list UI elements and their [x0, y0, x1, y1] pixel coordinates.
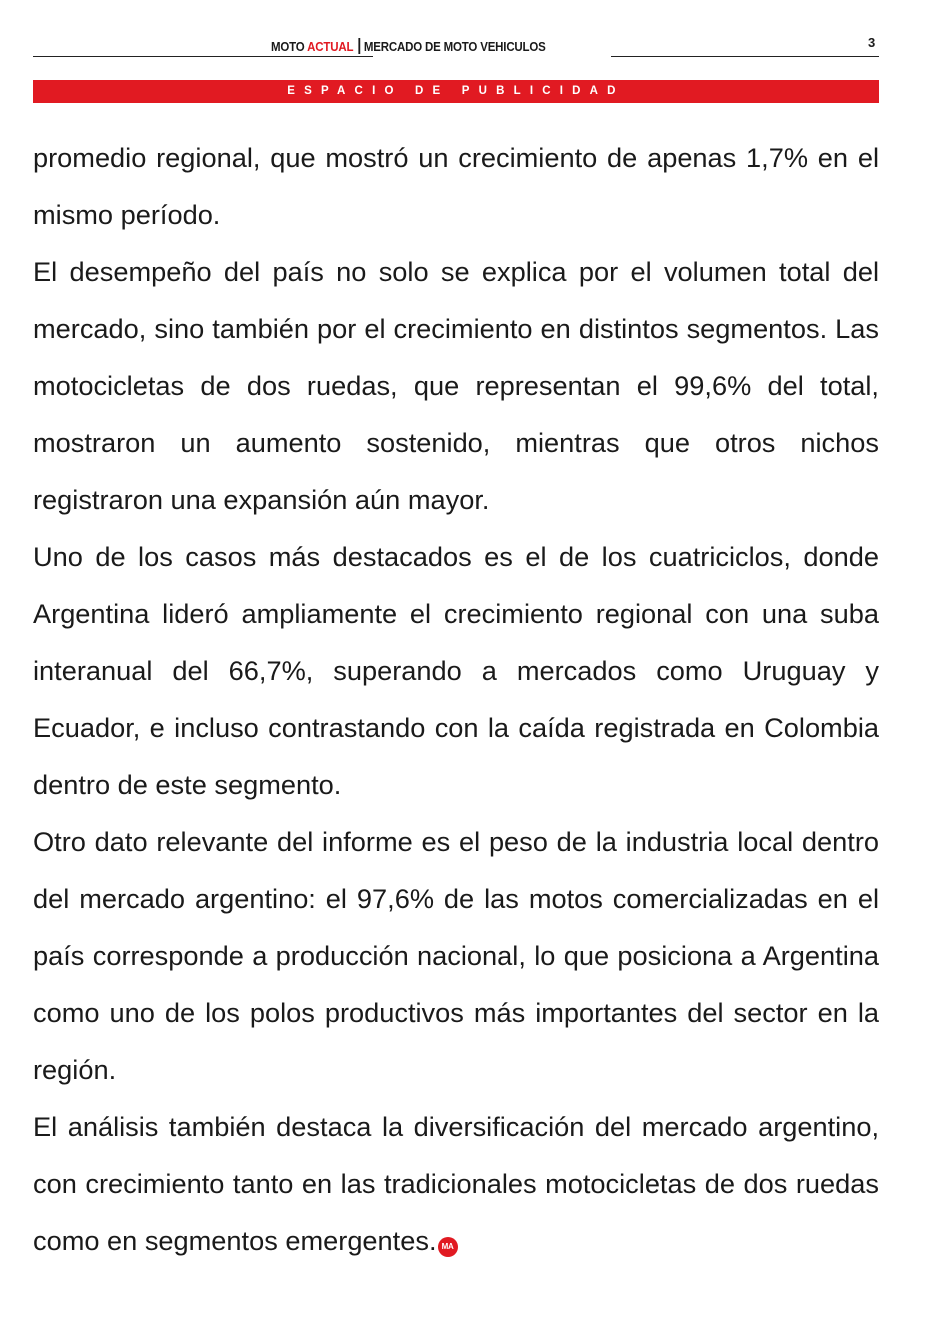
page-number: 3	[868, 35, 876, 50]
header-rule-left	[33, 56, 373, 57]
end-of-article-mark: MA	[438, 1237, 458, 1257]
section-name: MERCADO DE MOTO VEHICULOS	[363, 40, 546, 54]
title-separator	[359, 38, 360, 54]
article-paragraph: Uno de los casos más destacados es el de los cuatriciclos, donde Argentina lideró ampliamente el crecimiento regional con una suba interanual del 66,7%, superando a mercados como Uruguay y Ecuador, e incluso contrastando con la caída registrada en Colombia dentro de este segmento.	[33, 541, 879, 800]
article-paragraph-text: El análisis también destaca la diversificación del mercado argentino, con crecimiento tanto en las tradicionales motocicletas de dos ruedas como en segmentos emergentes.	[33, 1111, 879, 1256]
ad-space-banner: ESPACIO DE PUBLICIDAD	[33, 80, 879, 103]
page-header	[33, 30, 879, 58]
publication-title	[271, 38, 546, 56]
header-rule-right	[611, 56, 879, 57]
article-paragraph-last	[33, 1098, 879, 1269]
article-paragraph: Otro dato relevante del informe es el peso de la industria local dentro del mercado argentino: el 97,6% de las motos comercializadas en el país corresponde a producción nacional, lo que posiciona a Argentina como uno de los polos productivos más importantes del sector en la región.	[33, 826, 879, 1085]
article-paragraph: promedio regional, que mostró un crecimiento de apenas 1,7% en el mismo período.	[33, 142, 879, 230]
article-paragraph: El desempeño del país no solo se explica por el volumen total del mercado, sino también por el crecimiento en distintos segmentos. Las motocicletas de dos ruedas, que representan el 99,6% del total, mostraron un aumento sostenido, mientras que otros nichos registraron una expansión aún mayor.	[33, 256, 879, 515]
brand-name-accent: ACTUAL	[307, 40, 354, 54]
article-body	[33, 129, 879, 1269]
brand-name: MOTO	[271, 40, 308, 54]
